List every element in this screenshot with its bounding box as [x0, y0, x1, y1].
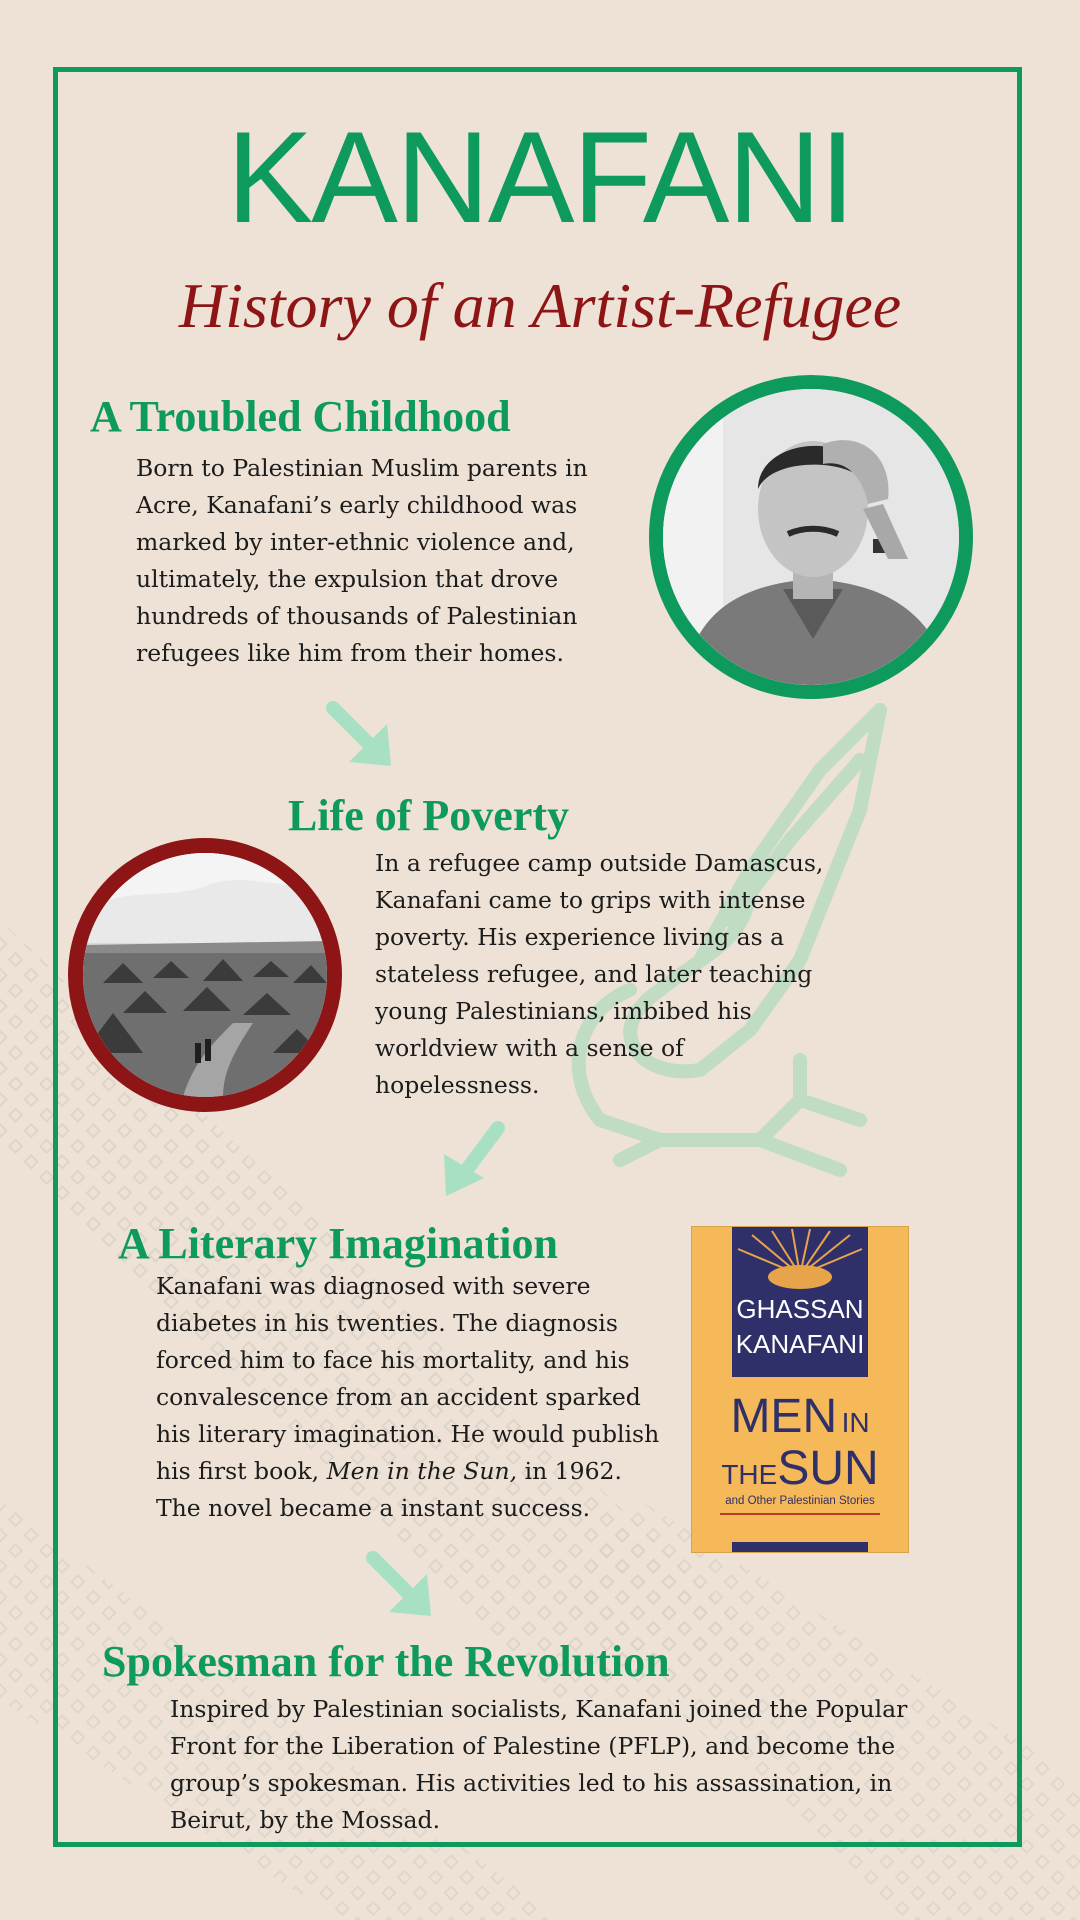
text-line: marked by inter-ethnic violence and,: [136, 528, 575, 556]
text-line: forced him to face his mortality, and his: [156, 1346, 630, 1374]
text-line: The novel became a instant success.: [156, 1494, 591, 1522]
page-title: KANAFANI: [226, 104, 854, 250]
text-line: [156, 1453, 659, 1490]
portrait-photo: [649, 375, 973, 699]
portrait-illustration: [663, 389, 959, 685]
book-title-row2: [692, 1442, 908, 1495]
text-line: Acre, Kanafani’s early childhood was: [136, 491, 578, 519]
book-title-sun: SUN: [777, 1442, 879, 1495]
book-title-italic: Men in the Sun,: [326, 1457, 518, 1485]
text-line: convalescence from an accident sparked: [156, 1383, 641, 1411]
text-line: worldview with a sense of: [375, 1034, 684, 1062]
section-body-poverty: [375, 845, 823, 1104]
section-body-childhood: [136, 450, 588, 672]
text-line: Front for the Liberation of Palestine (PFLP), and become the: [170, 1732, 896, 1760]
section-heading-literary: A Literary Imagination: [118, 1219, 558, 1268]
arrow-down-right-icon: [325, 700, 395, 770]
book-author-line2: KANAFANI: [735, 1329, 865, 1359]
arrow-down-left-icon: [440, 1120, 510, 1200]
book-title-men: MEN: [730, 1390, 838, 1443]
section-body-literary: [156, 1268, 659, 1527]
text-line: Inspired by Palestinian socialists, Kanafani joined the Popular: [170, 1695, 908, 1723]
camp-illustration: [83, 853, 327, 1097]
page-subtitle: History of an Artist-Refugee: [178, 270, 902, 341]
section-body-spokesman: [170, 1691, 907, 1839]
book-cover: [691, 1226, 909, 1553]
text-line: Kanafani was diagnosed with severe: [156, 1272, 591, 1300]
text-segment: in 1962.: [517, 1457, 622, 1485]
text-line: diabetes in his twenties. The diagnosis: [156, 1309, 618, 1337]
book-author-line1: GHASSAN: [736, 1294, 864, 1324]
text-line: hopelessness.: [375, 1071, 540, 1099]
text-line: hundreds of thousands of Palestinian: [136, 602, 578, 630]
text-line: Kanafani came to grips with intense: [375, 886, 806, 914]
text-segment: his first book,: [156, 1457, 327, 1485]
text-line: poverty. His experience living as a: [375, 923, 785, 951]
book-tagline: and Other Palestinian Stories: [725, 1495, 875, 1507]
section-heading-spokesman: Spokesman for the Revolution: [102, 1637, 670, 1686]
book-title-the: THE: [721, 1459, 778, 1490]
arrow-down-right-icon: [365, 1550, 435, 1620]
section-heading-poverty: Life of Poverty: [288, 791, 569, 840]
text-line: In a refugee camp outside Damascus,: [375, 849, 824, 877]
text-line: group’s spokesman. His activities led to his assassination, in: [170, 1769, 893, 1797]
text-line: refugees like him from their homes.: [136, 639, 564, 667]
text-line: Born to Palestinian Muslim parents in: [136, 454, 588, 482]
text-line: stateless refugee, and later teaching: [375, 960, 813, 988]
book-title-row1: [692, 1390, 908, 1443]
text-line: young Palestinians, imbibed his: [375, 997, 752, 1025]
refugee-camp-photo: [68, 838, 342, 1112]
text-line: Beirut, by the Mossad.: [170, 1806, 441, 1834]
text-line: his literary imagination. He would publish: [156, 1420, 660, 1448]
book-title-in: IN: [841, 1407, 870, 1438]
text-line: ultimately, the expulsion that drove: [136, 565, 559, 593]
section-heading-childhood: A Troubled Childhood: [90, 392, 511, 441]
